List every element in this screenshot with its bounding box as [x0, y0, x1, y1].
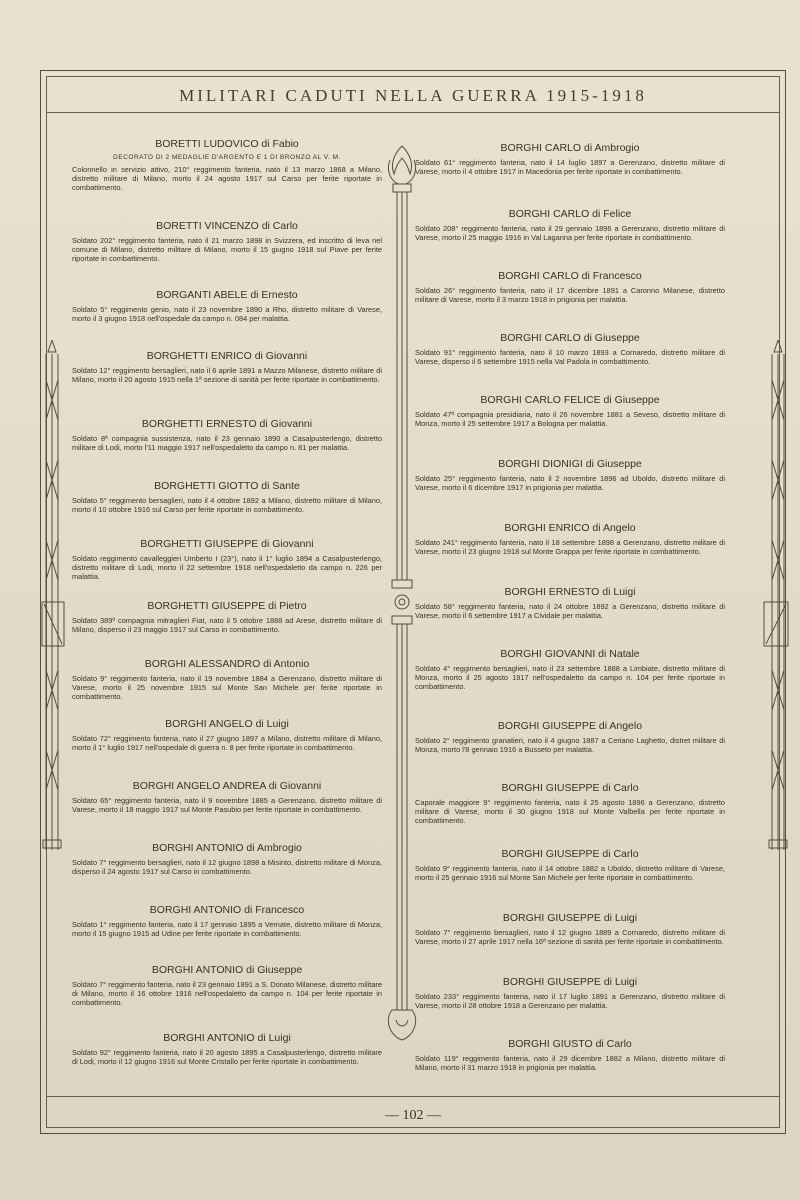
right-fasces-ornament — [762, 340, 794, 860]
center-torch-pole-ornament — [380, 140, 424, 1050]
entry — [415, 1038, 725, 1072]
entry — [415, 332, 725, 366]
entry-decoration: DECORATO DI 2 MEDAGLIE D'ARGENTO E 1 DI BRONZO AL V. M. — [113, 154, 341, 161]
entry-name: BORGHI ERNESTO di Luigi — [504, 586, 636, 598]
entry-text: Soldato 1° reggimento fanteria, nato il 17 gennaio 1895 a Vernate, distretto militare di Monza, morto il 15 giugno 1915 ad Udine per ferite riportate in combattimento. — [72, 920, 382, 938]
entry-text: Soldato 2° reggimento granatieri, nato il 4 giugno 1887 a Ceriano Laghetto, distret militare di Monza, morto l'8 gennaio 1916 a Busseto per malattia. — [415, 736, 725, 754]
entry — [415, 208, 725, 242]
entry-text: Soldato 9° reggimento fanteria, nato il 19 novembre 1884 a Gerenzano, distretto militare di Varese, morto il 25 novembre 1915 sul Monte San Michele per ferite riportate in combattimento. — [72, 674, 382, 701]
entry-name: BORGHI ENRICO di Angelo — [504, 522, 636, 534]
entry-name: BORGHI CARLO FELICE di Giuseppe — [480, 394, 660, 406]
entry — [72, 658, 382, 701]
entry-name: BORGHETTI ERNESTO di Giovanni — [141, 418, 313, 430]
entry-text: Soldato 25° reggimento fanteria, nato il 2 novembre 1896 ad Uboldo, distretto militare di Varese, morto il 6 dicembre 1917 in prigionia per malattia. — [415, 474, 725, 492]
entry-text: Soldato 8ª compagnia sussistenza, nato il 23 gennaio 1890 a Casalpusterlengo, distretto militare di Lodi, morto l'11 maggio 1917 nell'ospedaletto da campo n. 81 per malattia. — [72, 434, 382, 452]
entry-name: BORGHETTI ENRICO di Giovanni — [146, 350, 308, 362]
entry-name: BORETTI VINCENZO di Carlo — [156, 220, 298, 232]
entry-name: BORGHI GIUSEPPE di Carlo — [501, 782, 639, 794]
entry — [72, 904, 382, 938]
entry-name: BORGHI GIUSEPPE di Angelo — [497, 720, 643, 732]
entry-name: BORETTI LUDOVICO di Fabio — [155, 138, 299, 150]
entry — [72, 600, 382, 634]
entry — [415, 912, 725, 946]
entry-text: Soldato 208° reggimento fanteria, nato il 29 gennaio 1896 a Gerenzano, distretto militare di Varese, morto il 25 maggio 1916 in Val Lagarina per ferite riportate in combattimento. — [415, 224, 725, 242]
entry-text: Soldato 12° reggimento bersaglieri, nato il 6 aprile 1891 a Mazzo Milanese, distretto militare di Milano, morto il 20 agosto 1915 nella 1ª sezione di sanità per ferite riportate in combattimento. — [72, 366, 382, 384]
entry-name: BORGHETTI GIUSEPPE di Pietro — [147, 600, 307, 612]
entry-name: BORGHI ANTONIO di Luigi — [163, 1032, 291, 1044]
entry-text: Soldato 61° reggimento fanteria, nato il 14 luglio 1897 a Gerenzano, distretto militare di Varese, morto il 4 ottobre 1917 in Macedonia per ferite riportate in combattimento. — [415, 158, 725, 176]
entry — [72, 138, 382, 192]
entry — [72, 350, 382, 384]
entry-text: Soldato 72° reggimento fanteria, nato il 27 giugno 1897 a Milano, distretto militare di Milano, morto il 1° luglio 1917 nell'ospedale di guerra n. 8 per ferite riportate in combattimento. — [72, 734, 382, 752]
entry — [72, 718, 382, 752]
entry — [72, 220, 382, 263]
entry-text: Soldato reggimento cavalleggieri Umberto I (23°), nato il 1° luglio 1894 a Casalpusterlengo, distretto militare di Lodi, morto il 22 settembre 1918 nell'ospedaletto da campo n. 226 per malattia. — [72, 554, 382, 581]
entry-name: BORGHETTI GIOTTO di Sante — [154, 480, 300, 492]
entry — [415, 976, 725, 1010]
entry-text: Soldato 4° reggimento bersaglieri, nato il 23 settembre 1888 a Limbiate, distretto militare di Monza, morto il 25 agosto 1917 nell'ospedaletto da campo n. 104 per ferite riportate in combattimento. — [415, 664, 725, 691]
entry-name: BORGHETTI GIUSEPPE di Giovanni — [140, 538, 314, 550]
entry-name: BORGHI ANTONIO di Ambrogio — [152, 842, 302, 854]
entry-name: BORGHI ANTONIO di Giuseppe — [151, 964, 303, 976]
entry-text: Soldato 26° reggimento fanteria, nato il 17 dicembre 1891 a Caronno Milanese, distretto militare di Varese, morto il 3 marzo 1918 in prigionia per malattia. — [415, 286, 725, 304]
entry-text: Soldato 47ª compagnia presidiaria, nato il 26 novembre 1881 a Seveso, distretto militare di Monza, morto il 25 settembre 1917 a Bologna per malattia. — [415, 410, 725, 428]
entry — [415, 394, 725, 428]
footer-rule — [46, 1096, 780, 1097]
entry — [415, 586, 725, 620]
entry — [72, 1032, 382, 1066]
entry-name: BORGHI GIUSEPPE di Luigi — [502, 912, 638, 924]
entry-text: Soldato 7° reggimento bersaglieri, nato il 12 giugno 1889 a Cornaredo, distretto militare di Varese, morto il 27 aprile 1917 nella 16ª sezione di sanità per ferite riportate in combattimento. — [415, 928, 725, 946]
entry-text: Soldato 5° reggimento bersaglieri, nato il 4 ottobre 1892 a Milano, distretto militare di Milano, morto il 10 ottobre 1916 sul Carso per ferite riportate in combattimento. — [72, 496, 382, 514]
entry — [415, 270, 725, 304]
entry-name: BORGHI CARLO di Giuseppe — [500, 332, 640, 344]
entry-text: Soldato 91° reggimento fanteria, nato il 10 marzo 1893 a Cornaredo, distretto militare di Varese, disperso il 6 settembre 1915 nella Val Padola in combattimento. — [415, 348, 725, 366]
entry — [415, 720, 725, 754]
entry-name: BORGHI CARLO di Felice — [508, 208, 632, 220]
entry — [72, 289, 382, 323]
entry-text: Soldato 389ª compagnia mitraglieri Fiat, nato il 5 ottobre 1888 ad Arese, distretto militare di Milano, disperso il 23 maggio 1917 sul Carso in combattimento. — [72, 616, 382, 634]
entry — [72, 964, 382, 1007]
entry — [72, 418, 382, 452]
entry — [415, 782, 725, 825]
entry-text: Soldato 202° reggimento fanteria, nato il 21 marzo 1898 in Svizzera, ed inscritto di leva nel comune di Milano, distretto militare di Milano, morto il 15 giugno 1918 sul Piave per ferite riportate in combattimento. — [72, 236, 382, 263]
entry — [415, 458, 725, 492]
entry-text: Soldato 7° reggimento fanteria, nato il 23 gennaio 1891 a S. Donato Milanese, distretto militare di Milano, morto il 16 ottobre 1916 nell'ospedaletto da campo n. 104 per ferite riportate in combattimento. — [72, 980, 382, 1007]
entry-text: Soldato 9° reggimento fanteria, nato il 14 ottobre 1882 a Uboldo, distretto militare di Varese, morto il 25 gennaio 1916 sul Monte San Michele per ferite riportate in combattimento. — [415, 864, 725, 882]
header-rule — [46, 112, 780, 113]
left-fasces-ornament — [38, 340, 66, 860]
entry — [72, 780, 382, 814]
entry-name: BORGHI CARLO di Ambrogio — [500, 142, 640, 154]
entry-name: BORGHI GIUSEPPE di Luigi — [502, 976, 638, 988]
entry-text: Soldato 65° reggimento fanteria, nato il 9 novembre 1885 a Gerenzano, distretto militare di Varese, morto il 18 maggio 1917 sul Monte Pasubio per ferite riportate in combattimento. — [72, 796, 382, 814]
entry-text: Soldato 92° reggimento fanteria, nato il 20 agosto 1895 a Casalpusterlengo, distretto militare di Lodi, morto il 12 giugno 1916 sul Monte Cristallo per ferite riportate in combattimento. — [72, 1048, 382, 1066]
entry-text: Soldato 7° reggimento bersaglieri, nato il 12 giugno 1898 a Misinto, distretto militare di Monza, disperso il 24 agosto 1917 sul Carso in combattimento. — [72, 858, 382, 876]
entry-name: BORGHI GIUSEPPE di Carlo — [501, 848, 639, 860]
entry — [415, 522, 725, 556]
entry-text: Soldato 119° reggimento fanteria, nato il 29 dicembre 1882 a Milano, distretto militare di Milano, morto il 31 marzo 1918 in prigionia per malattia. — [415, 1054, 725, 1072]
entry-name: BORGHI ANGELO ANDREA di Giovanni — [132, 780, 322, 792]
entry — [72, 538, 382, 581]
entry — [415, 142, 725, 176]
entry — [72, 842, 382, 876]
entry-text: Soldato 233° reggimento fanteria, nato il 17 luglio 1891 a Gerenzano, distretto militare di Varese, morto il 28 ottobre 1918 a Gerenzano per malattia. — [415, 992, 725, 1010]
page-number: — 102 — — [385, 1108, 441, 1123]
entry-name: BORGHI ALESSANDRO di Antonio — [144, 658, 310, 670]
page-title: MILITARI CADUTI NELLA GUERRA 1915-1918 — [179, 86, 647, 105]
entry-name: BORGHI ANTONIO di Francesco — [149, 904, 305, 916]
entry-name: BORGANTI ABELE di Ernesto — [156, 289, 298, 301]
entry — [415, 848, 725, 882]
entry-name: BORGHI GIUSTO di Carlo — [508, 1038, 632, 1050]
entry-text: Colonnello in servizio attivo, 210° reggimento fanteria, nato il 13 marzo 1868 a Milano, distretto militare di Milano, morto il 24 agosto 1917 sul Carso per ferite riportate in combattimento. — [72, 165, 382, 192]
entry-text: Soldato 5° reggimento genio, nato il 23 novembre 1890 a Rho, distretto militare di Varese, morto il 3 giugno 1918 nell'ospedale da campo n. 084 per malattia. — [72, 305, 382, 323]
entry-name: BORGHI DIONIGI di Giuseppe — [498, 458, 642, 470]
entry-name: BORGHI CARLO di Francesco — [498, 270, 642, 282]
entry-text: Caporale maggiore 9° reggimento fanteria, nato il 25 agosto 1896 a Gerenzano, distretto militare di Varese, morto il 30 giugno 1918 sul Monte Valbella per ferite riportate in combattimento. — [415, 798, 725, 825]
entry-text: Soldato 241° reggimento fanteria, nato il 18 settembre 1898 a Gerenzano, distretto militare di Varese, morto il 23 giugno 1918 sul Monte Grappa per ferite riportate in combattimento. — [415, 538, 725, 556]
entry — [72, 480, 382, 514]
entry — [415, 648, 725, 691]
entry-name: BORGHI ANGELO di Luigi — [165, 718, 289, 730]
entry-text: Soldato 58° reggimento fanteria, nato il 24 ottobre 1892 a Gerenzano, distretto militare di Varese, morto il 6 settembre 1917 a Cividale per malattia. — [415, 602, 725, 620]
entry-name: BORGHI GIOVANNI di Natale — [500, 648, 640, 660]
